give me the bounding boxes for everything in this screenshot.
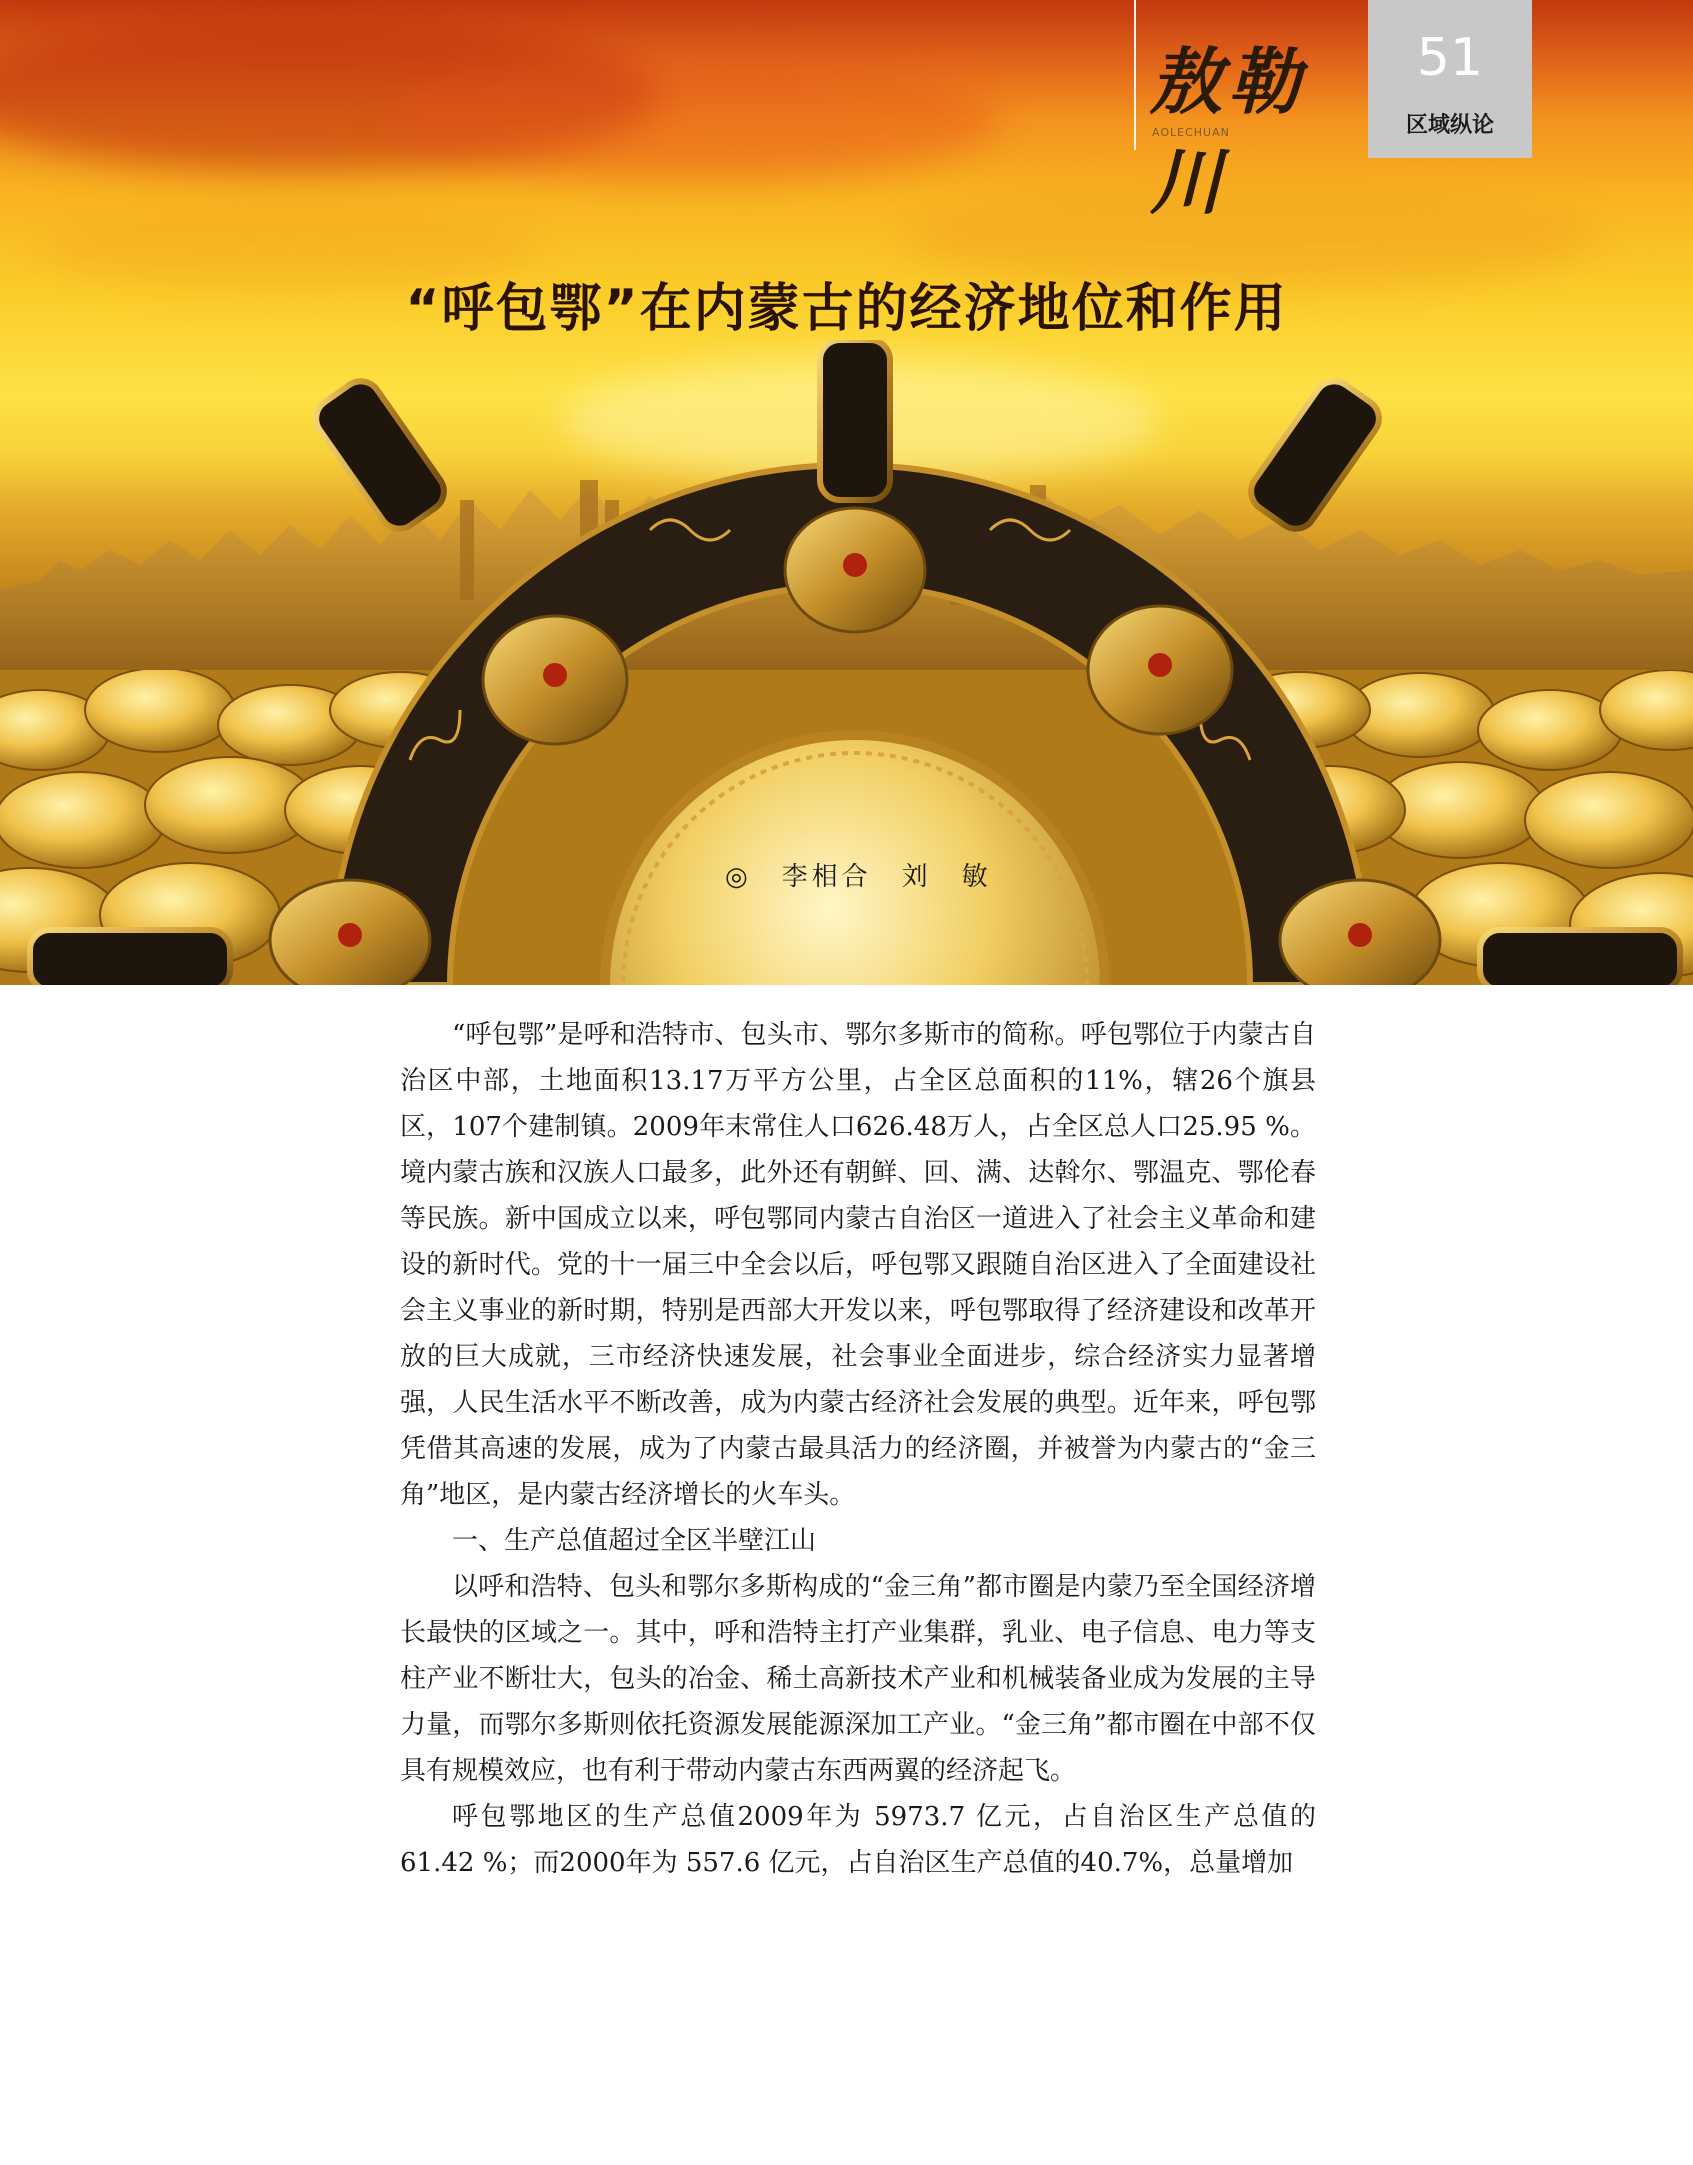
paragraph: 呼包鄂地区的生产总值2009年为 5973.7 亿元，占自治区生产总值的61.42 %；而2000年为 557.6 亿元，占自治区生产总值的40.7%，总量增加 [400, 1802, 1316, 1878]
article-byline: ◎ 李相合 刘 敏 [725, 862, 992, 892]
magazine-logo-subtitle: AOLECHUAN [1152, 126, 1230, 139]
cloud [380, 60, 1000, 180]
article-title: “呼包鄂”在内蒙古的经济地位和作用 [405, 279, 1288, 339]
page-number: 51 [1416, 28, 1484, 88]
article-body [400, 1012, 1316, 1886]
magazine-logo: 敖勒川 [1150, 39, 1307, 224]
paragraph-intro: “呼包鄂”是呼和浩特市、包头市、鄂尔多斯市的简称。呼包鄂位于内蒙古自治区中部，土地面积13.17万平方公里，占全区总面积的11%，辖26个旗县区，107个建制镇。2009年末常住人口626.48万人，占全区总人口25.95 %。境内蒙古族和汉族人口最多，此外还有朝鲜、回、满、达斡尔、鄂温克、鄂伦春等民族。新中国成立以来，呼包鄂同内蒙古自治区一道进入了社会主义革命和建设的新时代。党的十一届三中全会以后，呼包鄂又跟随自治区进入了全面建设社会主义事业的新时期，特别是西部大开发以来，呼包鄂取得了经济建设和改革开放的巨大成就，三市经济快速发展，社会事业全面进步，综合经济实力显著增强，人民生活水平不断改善，成为内蒙古经济社会发展的典型。近年来，呼包鄂凭借其高速的发展，成为了内蒙古最具活力的经济圈，并被誉为内蒙古的“金三角”地区，是内蒙古经济增长的火车头。 [400, 1020, 1316, 1510]
paragraph: 以呼和浩特、包头和鄂尔多斯构成的“金三角”都市圈是内蒙乃至全国经济增长最快的区域之一。其中，呼和浩特主打产业集群，乳业、电子信息、电力等支柱产业不断壮大，包头的冶金、稀土高新技术产业和机械装备业成为发展的主导力量，而鄂尔多斯则依托资源发展能源深加工产业。“金三角”都市圈在中部不仅具有规模效应，也有利于带动内蒙古东西两翼的经济起飞。 [400, 1572, 1316, 1786]
section-name: 区域纵论 [1405, 113, 1494, 138]
section-heading: 一、生产总值超过全区半壁江山 [452, 1526, 817, 1556]
page-tab [1368, 0, 1532, 158]
masthead-divider [1134, 0, 1136, 150]
